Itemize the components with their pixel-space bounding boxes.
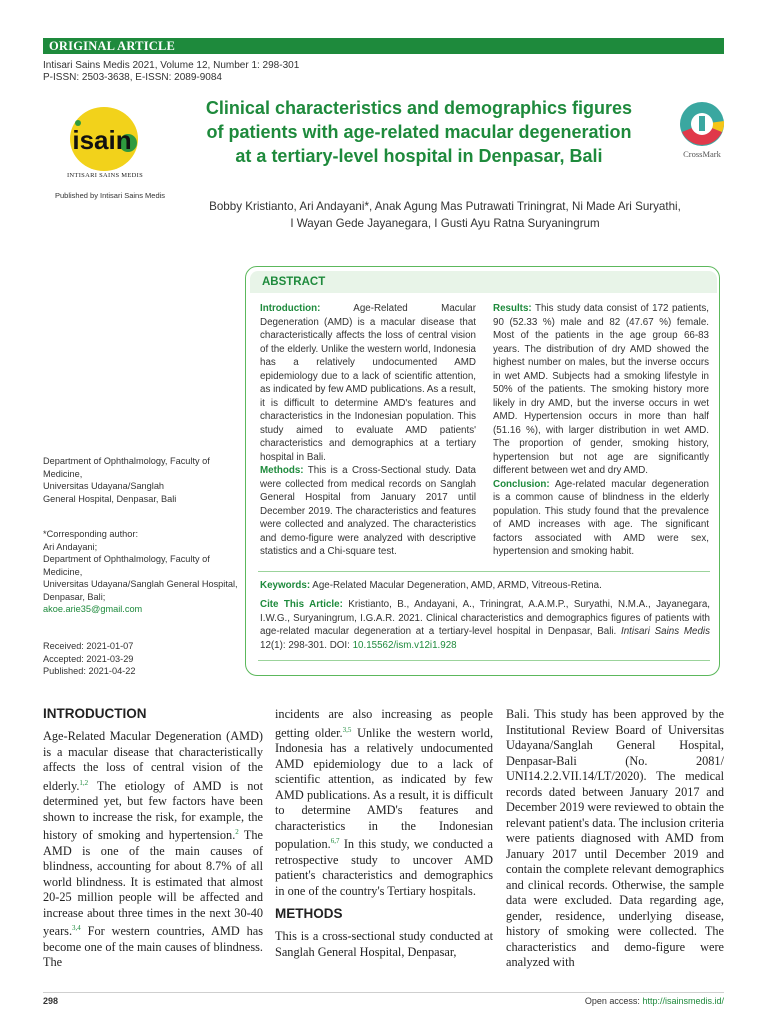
corresponding-label: *Corresponding author: — [43, 529, 138, 539]
corresponding-line-1: Department of Ophthalmology, Faculty of Medicine, — [43, 554, 210, 577]
intro-text-7: In this study, we conducted a retrospective study to uncover AMD patient's characteristics and demographics in one of the country's Tertiary hospitals. — [275, 837, 493, 898]
abstract-conclusion-text: Age-related macular degeneration is a common cause of blindness in the elderly population. This study found that the prevalence of AMD increases with age. The significant factors associated with AMD were sex, hypertension and smoking habit. — [493, 478, 709, 557]
article-dates — [43, 640, 135, 678]
cite-label: Cite This Article: — [260, 599, 343, 610]
logo-caption: INTISARI SAINS MEDIS — [66, 172, 144, 179]
abstract-divider-bottom — [258, 660, 710, 661]
body-column-2 — [275, 707, 493, 899]
date-published: Published: 2021-04-22 — [43, 666, 136, 676]
open-access-label: Open access: — [584, 996, 640, 1006]
abstract-results-label: Results: — [493, 303, 532, 314]
authors — [190, 198, 700, 232]
publisher-note: Published by Intisari Sains Medis — [55, 191, 166, 200]
cite-tail: 12(1): 298-301. DOI: — [260, 639, 350, 651]
date-accepted: Accepted: 2021-03-29 — [43, 653, 134, 664]
methods-text: This is a cross-sectional study conducted at Sanglah General Hospital, Denpasar, — [275, 929, 493, 959]
title-line-1: Clinical characteristics and demographics figures — [205, 98, 633, 118]
logo-text: isain — [72, 125, 132, 155]
issn-line: P-ISSN: 2503-3638, E-ISSN: 2089-9084 — [43, 72, 222, 83]
crossmark-label: CrossMark — [683, 149, 721, 159]
keywords-label: Keywords: — [260, 580, 311, 591]
intro-text-6: Unlike the western world, Indonesia has a relatively undocumented AMD epidemiology due to a lack of scientific attention, as indicated by few AMD publications. As a result, it is difficult to determine AMD's features and characteristics in the Indonesian population. — [275, 725, 494, 852]
affiliation — [43, 455, 233, 505]
abstract-conclusion-label: Conclusion: — [493, 478, 550, 490]
corresponding-email-link[interactable]: akoe.arie35@gmail.com — [43, 604, 143, 614]
cite-this-article — [260, 598, 710, 652]
body-column-3: Bali. This study has been approved by the Institutional Review Board of Universitas Udayana/Sanglah General Hospital, Denpasar-Bali (No. 2081/ UNI14.2.2.VII.14/LT/2020). The medical records dated between January 2017 and December 2019 were reviewed to obtain the relevant patient's data. The inclusion criteria were patients diagnosed with AMD from January 2017 until December 2019 and contain the complete relevant demographics and clinical records. Otherwise, the sample data were excluded. Data regarding age, gender, residence, underlying disease, history of smoking were collected. The characteristics and demo-figure were analyzed with — [506, 707, 724, 969]
title-line-2: of patients with age-related macular degeneration — [206, 122, 632, 142]
intro-text-1: Age-Related Macular Degeneration (AMD) is a macular disease that characteristically affects the loss of central vision of the elderly. — [43, 729, 263, 793]
abstract-intro-label: Introduction: — [260, 303, 321, 314]
page-number: 298 — [43, 996, 59, 1006]
article-title — [180, 96, 658, 168]
authors-line-2: I Wayan Gede Jayanegara, I Gusti Ayu Ratna Suryaningrum — [290, 217, 600, 230]
introduction-heading: INTRODUCTION — [43, 706, 147, 721]
cite-doi-link[interactable]: 10.15562/ism.v12i1.928 — [352, 639, 457, 651]
abstract-column-1 — [260, 302, 476, 559]
intro-text-3: The AMD is one of the main causes of blindness, accounting for about 8.7% of all world blindness. It is estimated that almost 20-25 million people will be affected and increase about three times in the next 30-40 years. — [43, 828, 263, 939]
corresponding-line-2: Universitas Udayana/Sanglah General Hospital, — [43, 579, 238, 589]
date-received: Received: 2021-01-07 — [43, 641, 134, 651]
citation-ref[interactable]: 3,5 — [342, 725, 352, 734]
abstract-heading: ABSTRACT — [262, 276, 326, 288]
abstract-divider — [258, 571, 710, 572]
intro-text-4: For western countries, AMD has become one of the main causes of blindness. The — [43, 924, 263, 970]
footer-divider — [43, 992, 724, 993]
abstract-methods-label: Methods: — [260, 465, 304, 476]
crossmark-icon[interactable] — [677, 99, 727, 149]
open-access — [560, 996, 724, 1006]
intro-text-5: incidents are also increasing as people getting older. — [275, 707, 493, 740]
title-line-3: at a tertiary-level hospital in Denpasar, Bali — [235, 146, 603, 166]
citation-ref[interactable]: 1,2 — [79, 778, 89, 787]
cite-text: Kristianto, B., Andayani, A., Triningrat, A.A.M.P., Suryathi, N.M.A., Jayanegara, I.W.G., Suryaningrum, I.G.A.R. 2021. Clinical characteristics and demographics figures of patients with age-related macular degeneration at a tertiary-level hospital in Denpasar, Bali. — [260, 599, 710, 637]
keywords — [260, 579, 710, 593]
affiliation-line-3: General Hospital, Denpasar, Bali — [43, 493, 177, 504]
section-label: ORIGINAL ARTICLE — [49, 39, 176, 53]
corresponding-author — [43, 528, 238, 616]
journal-logo-icon — [66, 103, 146, 173]
methods-heading: METHODS — [275, 906, 343, 921]
keywords-text: Age-Related Macular Degeneration, AMD, ARMD, Vitreous-Retina. — [312, 580, 602, 591]
abstract-intro-text: Age-Related Macular Degeneration (AMD) is a macular disease that characteristically affects the loss of central vision of the elderly. Unlike the western world, Indonesia has a relatively undocumented AMD epidemiology due to a lack of scientific attention, as indicated by few AMD publications. As a result, it is difficult to determine AMD's features and characteristics in the Indonesian population. This study aimed to evaluate AMD patients' characteristics and demographics at a tertiary hospital in Bali. — [260, 303, 476, 463]
affiliation-line-2: Universitas Udayana/Sanglah — [43, 481, 165, 491]
abstract-column-2 — [493, 302, 709, 559]
corresponding-line-3: Denpasar, Bali; — [43, 591, 106, 602]
journal-line: Intisari Sains Medis 2021, Volume 12, Number 1: 298-301 — [43, 60, 300, 71]
abstract-methods-text: This is a Cross-Sectional study. Data were collected from medical records on Sanglah General Hospital from January 2017 until December 2019. The characteristics and features were collected and analyzed. The characteristics and demo-figure were analyzed with descriptive statistics and a Chi-square test. — [260, 465, 476, 557]
corresponding-name: Ari Andayani; — [43, 541, 98, 552]
affiliation-line-1: Department of Ophthalmology, Faculty of Medicine, — [43, 456, 210, 479]
open-access-link[interactable]: http://isainsmedis.id/ — [642, 996, 724, 1006]
citation-ref[interactable]: 6,7 — [330, 837, 340, 846]
cite-journal: Intisari Sains Medis — [621, 626, 710, 637]
intro-text-2: The etiology of AMD is not determined yet, but few factors have been shown to increase the risk, for example, the history of smoking and hypertension. — [43, 778, 263, 843]
body-column-1 — [43, 729, 263, 971]
citation-ref[interactable]: 2 — [235, 828, 239, 837]
abstract-results-text: This study data consist of 172 patients, 90 (52.33 %) male and 82 (47.67 %) female. Most of the patients in the age group 66-83 years. The distribution of dry AMD showed the highest number on males, but the inverse occurs in wet AMD. Subjects had a smoking lifestyle in 50% of the patients. The smoking history more likely in dry AMD, but the inverse occurs in wet AMD. Hypertension occurs in more than half (51.16 %), with larger distribution in wet AMD. The proportion of gender, smoking history, hypertension but not age are significantly different between wet and dry AMD. — [493, 303, 709, 476]
section-bar — [43, 38, 724, 54]
citation-ref[interactable]: 3,4 — [72, 924, 81, 933]
authors-line-1: Bobby Kristianto, Ari Andayani*, Anak Agung Mas Putrawati Triningrat, Ni Made Ari Suryathi, — [209, 200, 681, 213]
